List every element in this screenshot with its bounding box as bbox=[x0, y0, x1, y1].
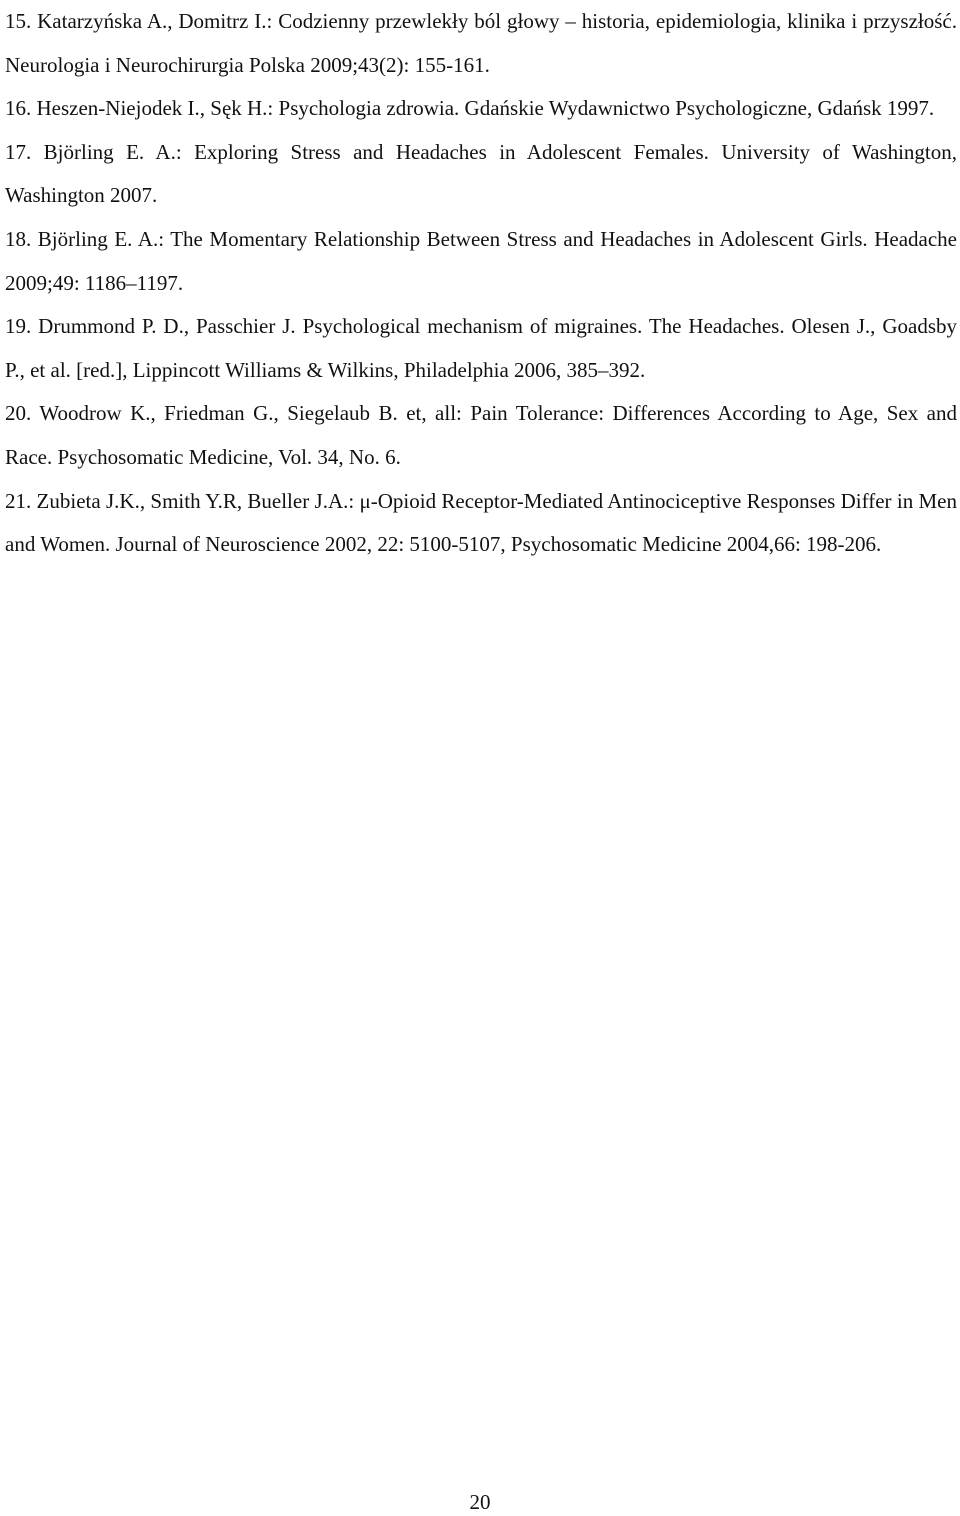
reference-item-18: 18. Björling E. A.: The Momentary Relationship Between Stress and Headaches in Adolescent Girls. Headache 2009;49: 1186–1197. bbox=[5, 226, 957, 295]
reference-item-20: 20. Woodrow K., Friedman G., Siegelaub B. et, all: Pain Tolerance: Differences According to Age, Sex and Race. Psychosomatic Medicine, Vol. 34, No. 6. bbox=[5, 401, 957, 469]
reference-item-19: 19. Drummond P. D., Passchier J. Psychological mechanism of migraines. The Headaches. Olesen J., Goadsby P., et al. [red.], Lippincott Williams & Wilkins, Philadelphia 2006, 385–392. bbox=[5, 314, 957, 382]
reference-item-15: 15. Katarzyńska A., Domitrz I.: Codzienny przewlekły ból głowy – historia, epidemiologia, klinika i przyszłość. Neurologia i Neurochirurgia Polska 2009;43(2): 155-161. bbox=[5, 9, 957, 77]
reference-item-21: 21. Zubieta J.K., Smith Y.R, Bueller J.A.: μ-Opioid Receptor-Mediated Antinociceptive Responses Differ in Men and Women. Journal of Neuroscience 2002, 22: 5100-5107, Psychosomatic Medicine 2004,66: 198-206. bbox=[5, 488, 957, 557]
page-number: 20 bbox=[469, 1490, 491, 1514]
reference-item-16: 16. Heszen-Niejodek I., Sęk H.: Psychologia zdrowia. Gdańskie Wydawnictwo Psychologiczne, Gdańsk 1997. bbox=[5, 96, 935, 121]
reference-item-17: 17. Björling E. A.: Exploring Stress and Headaches in Adolescent Females. University of Washington, Washington 2007. bbox=[5, 139, 957, 208]
reference-list bbox=[5, 0, 957, 567]
